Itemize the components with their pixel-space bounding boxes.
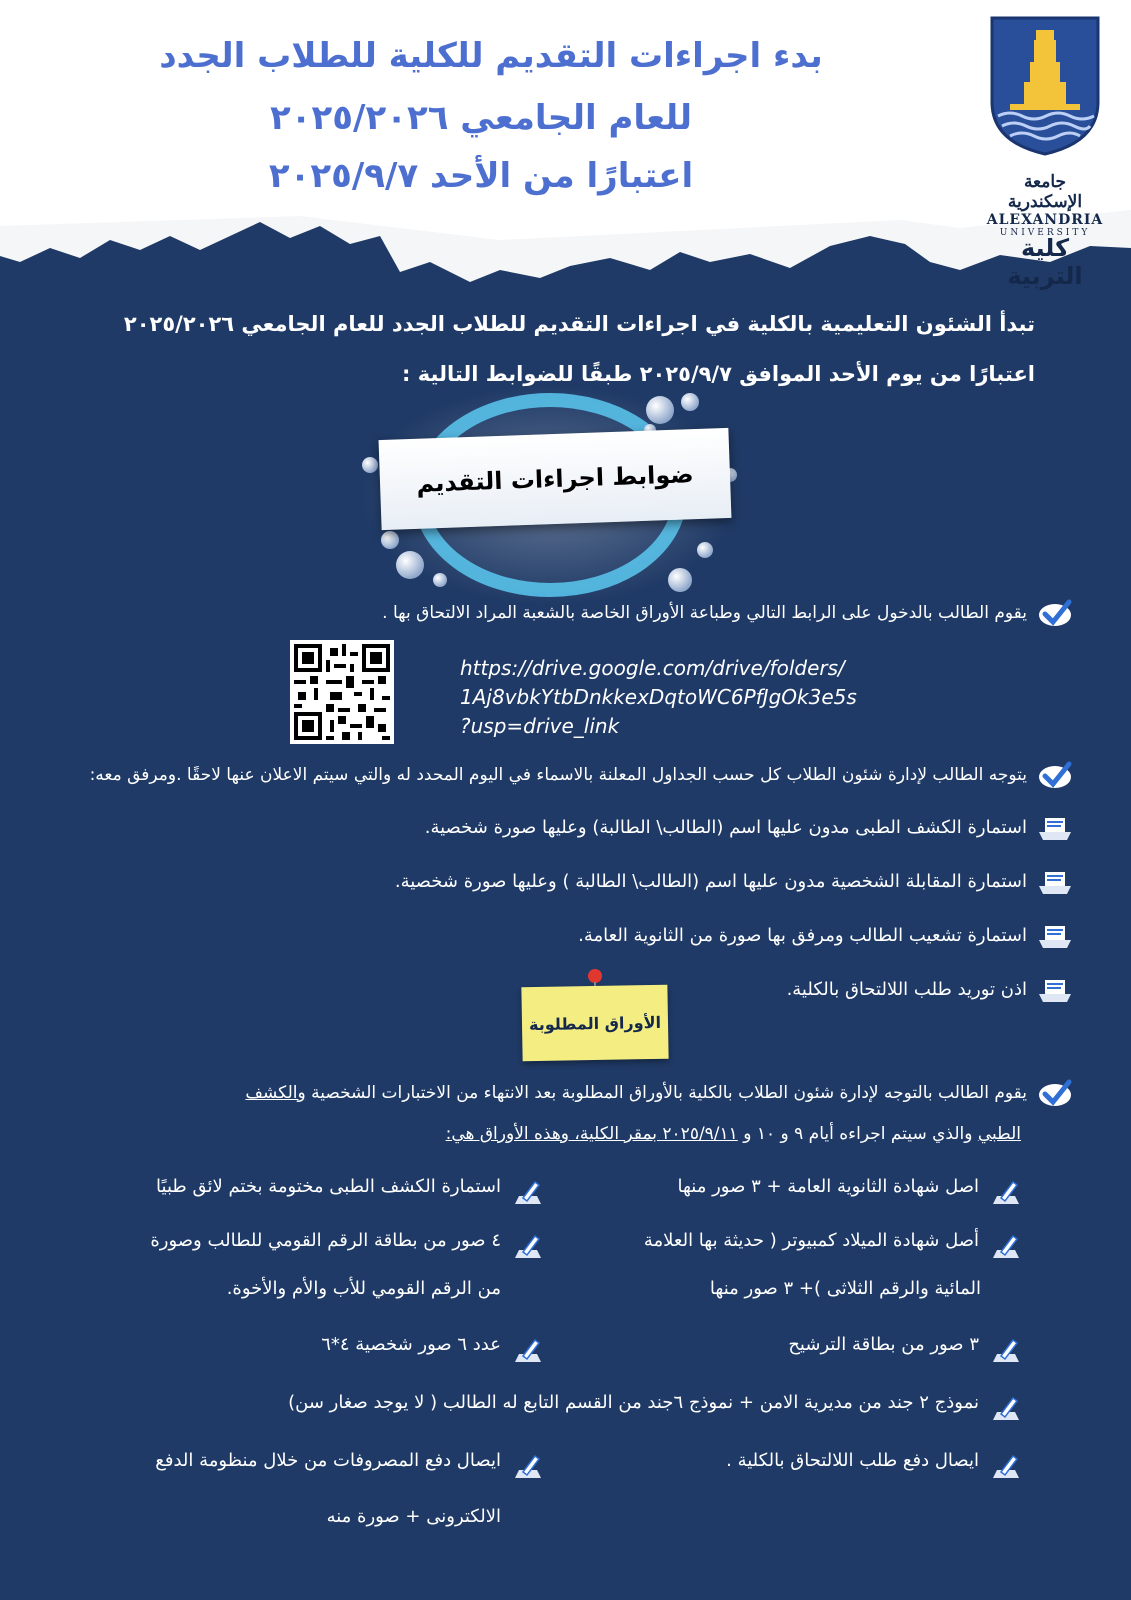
- intro-line-2: اعتبارًا من يوم الأحد الموافق ٢٠٢٥/٩/٧ طبقًا للضوابط التالية :: [402, 362, 1035, 386]
- step-2-item-text: استمارة الكشف الطبى مدون عليها اسم (الطالب\ الطالبة) وعليها صورة شخصية.: [424, 816, 1027, 838]
- required-paper-item: [105, 1176, 545, 1210]
- checkmark-icon: [1035, 598, 1075, 628]
- step-2: [35, 760, 1075, 790]
- step-2-text: يتوجه الطالب لإدارة شئون الطلاب كل حسب الجداول المعلنة بالاسماء في اليوم المحدد له والتي سيتم الاعلان عنها لاحقًا .ومرفق معه:: [89, 765, 1027, 785]
- step-1: [215, 598, 1075, 628]
- pen-icon: [989, 1176, 1023, 1210]
- required-paper-text-cont: المائية والرقم الثلاثى )+ ٣ صور منها: [709, 1278, 981, 1299]
- faculty-name: كلية التربية: [1007, 234, 1083, 290]
- title-line-1: بدء اجراءات التقديم للكلية للطلاب الجدد: [159, 36, 823, 76]
- required-paper-text: استمارة الكشف الطبى مختومة بختم لائق طبيًا: [156, 1176, 501, 1197]
- step-2-item-text: اذن توريد طلب اللالتحاق بالكلية.: [786, 978, 1027, 1000]
- required-paper-text: نموذج ٢ جند من مديرية الامن + نموذج ٦جند من القسم التابع له الطالب ( لا يوجد صغار سن): [288, 1392, 979, 1413]
- required-paper-item: [623, 1450, 1023, 1484]
- pen-icon: [989, 1334, 1023, 1368]
- required-paper-item: [623, 1334, 1023, 1368]
- title-line-2: للعام الجامعي ٢٠٢٥/٢٠٢٦: [270, 98, 692, 138]
- required-paper-text-cont: من الرقم القومي للأب والأم والأخوة.: [226, 1278, 501, 1299]
- university-english-name: ALEXANDRIA: [986, 212, 1104, 228]
- required-paper-text: ايصال دفع طلب اللالتحاق بالكلية .: [726, 1450, 979, 1471]
- university-arabic-name: جامعة الإسكندرية: [1007, 172, 1083, 212]
- step-3-text-underlined: والكشف: [245, 1083, 306, 1103]
- required-paper-text: عدد ٦ صور شخصية ٤*٦: [321, 1334, 501, 1355]
- title-line-3: اعتبارًا من الأحد ٢٠٢٥/٩/٧: [268, 156, 694, 196]
- checkmark-icon: [1035, 760, 1075, 790]
- required-paper-text-cont: الالكترونى + صورة منه: [326, 1506, 501, 1527]
- step-3-text: [245, 1083, 1027, 1103]
- university-logo: [986, 16, 1104, 290]
- required-paper-item-wide: [93, 1392, 1023, 1426]
- procedure-rules-badge: ضوابط اجراءات التقديم: [379, 428, 732, 530]
- drive-link-line-3[interactable]: ?usp=drive_link: [460, 714, 620, 738]
- pen-icon: [989, 1230, 1023, 1264]
- pen-icon: [511, 1230, 545, 1264]
- document-tray-icon: [1035, 866, 1075, 896]
- required-paper-item: [623, 1176, 1023, 1210]
- pen-icon: [511, 1450, 545, 1484]
- required-paper-text: اصل شهادة الثانوية العامة + ٣ صور منها: [677, 1176, 979, 1197]
- pen-icon: [989, 1450, 1023, 1484]
- step-2-item-text: استمارة المقابلة الشخصية مدون عليها اسم (الطالب\ الطالبة ) وعليها صورة شخصية.: [394, 870, 1027, 892]
- checkmark-icon: [1035, 1078, 1075, 1108]
- required-paper-text: ايصال دفع المصروفات من خلال منظومة الدفع: [155, 1450, 501, 1471]
- pen-icon: [511, 1334, 545, 1368]
- step-1-text: يقوم الطالب بالدخول على الرابط التالي وطباعة الأوراق الخاصة بالشعبة المراد الالتحاق بها .: [382, 603, 1027, 623]
- step-2-item-text: استمارة تشعيب الطالب ومرفق بها صورة من الثانوية العامة.: [578, 924, 1027, 946]
- required-paper-item: [105, 1450, 545, 1484]
- required-paper-text: ٤ صور من بطاقة الرقم القومي للطالب وصورة: [150, 1230, 501, 1251]
- required-paper-item: [623, 1230, 1023, 1264]
- qr-code[interactable]: [290, 640, 394, 744]
- step-2-item: [75, 920, 1075, 950]
- document-tray-icon: [1035, 812, 1075, 842]
- required-paper-item: [105, 1230, 545, 1264]
- step-3-cont-underlined-2: ٢٠٢٥/٩/١١ بمقر الكلية، وهذه الأوراق هي:: [445, 1124, 738, 1144]
- step-3-cont-underlined: الطبي: [977, 1124, 1021, 1144]
- drive-link-line-1[interactable]: https://drive.google.com/drive/folders/: [460, 656, 845, 680]
- step-3-text-part: يقوم الطالب بالتوجه لإدارة شئون الطلاب بالكلية بالأوراق المطلوبة بعد الانتهاء من الاختبارات الشخصية: [305, 1083, 1027, 1103]
- document-tray-icon: [1035, 920, 1075, 950]
- step-2-item: [75, 866, 1075, 896]
- lighthouse-shield-icon: [990, 16, 1100, 156]
- university-english-sub: UNIVERSITY: [999, 228, 1091, 238]
- required-paper-text: ٣ صور من بطاقة الترشيح: [788, 1334, 979, 1355]
- step-2-item: [75, 812, 1075, 842]
- required-papers-note: الأوراق المطلوبة: [521, 985, 668, 1062]
- required-paper-item: [105, 1334, 545, 1368]
- required-paper-text: أصل شهادة الميلاد كمبيوتر ( حديثة بها العلامة: [643, 1230, 979, 1251]
- pen-icon: [989, 1392, 1023, 1426]
- intro-line-1: تبدأ الشئون التعليمية بالكلية في اجراءات التقديم للطلاب الجدد للعام الجامعي ٢٠٢٥/٢٠٢٦: [123, 312, 1035, 336]
- document-tray-icon: [1035, 974, 1075, 1004]
- pen-icon: [511, 1176, 545, 1210]
- drive-link-line-2[interactable]: 1Aj8vbkYtbDnkkexDqtoWC6PfJgOk3e5s: [460, 685, 857, 709]
- step-3-text-continued: [121, 1124, 1021, 1144]
- step-3-cont-part: والذي سيتم اجراءه أيام ٩ و ١٠ و: [737, 1124, 978, 1144]
- step-3: [35, 1078, 1075, 1108]
